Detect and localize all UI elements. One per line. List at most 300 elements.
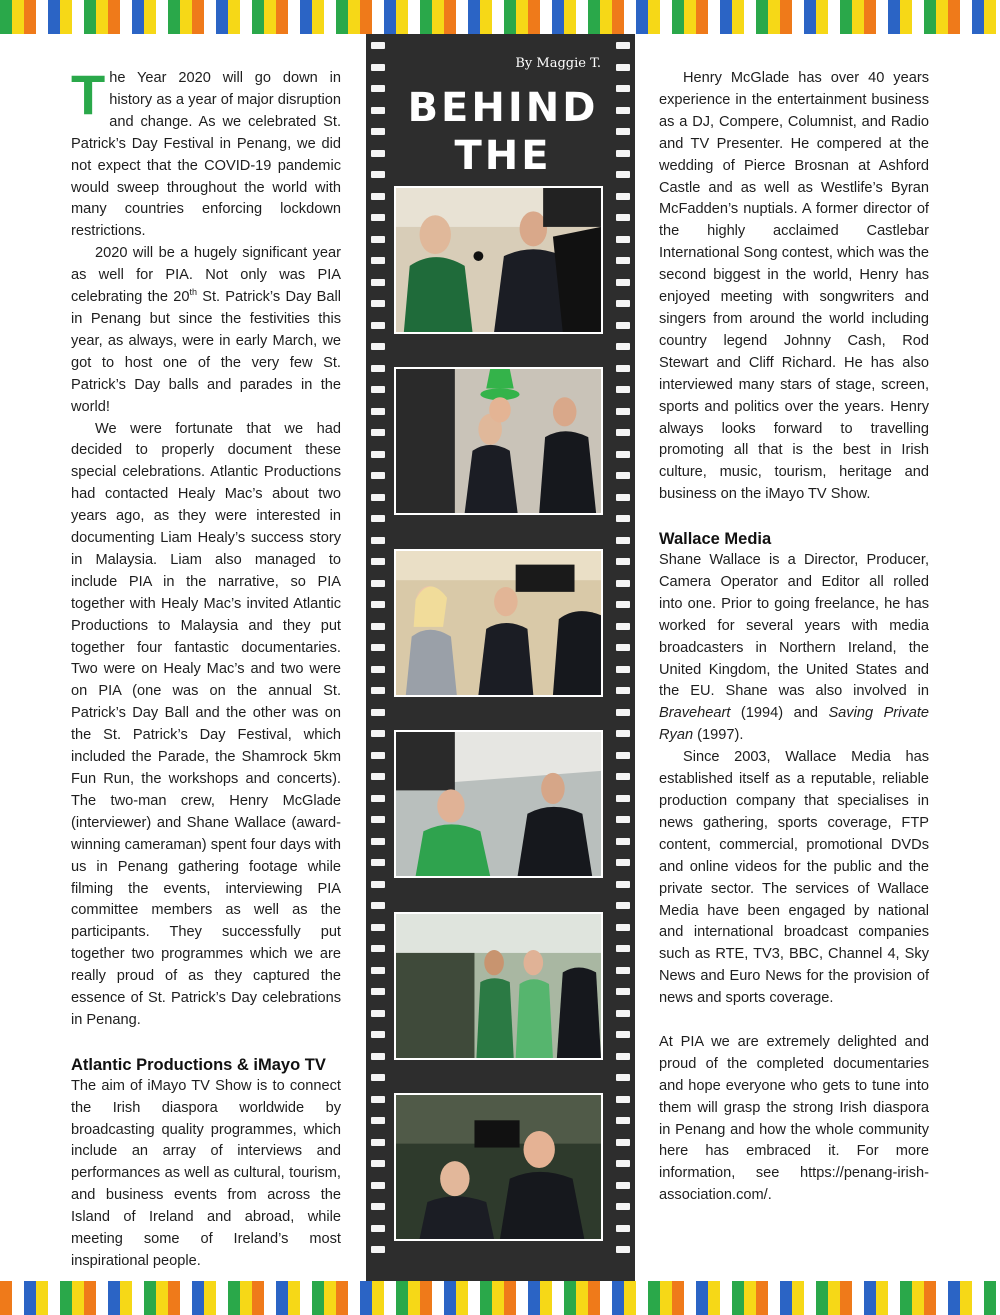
article-title: BEHIND THE (407, 85, 599, 179)
stripe-segment (300, 0, 312, 34)
sprocket-hole (616, 945, 630, 952)
stripe-segment (108, 1281, 120, 1315)
sprocket-hole (616, 128, 630, 135)
stripe-segment (720, 1281, 732, 1315)
heading-atlantic-productions: Atlantic Productions & iMayo TV (71, 1055, 326, 1074)
stripe-segment (948, 0, 960, 34)
stripe-segment (816, 1281, 828, 1315)
sprocket-hole (371, 1225, 385, 1232)
sprocket-hole (616, 1182, 630, 1189)
stripe-segment (792, 0, 804, 34)
stripe-segment (516, 1281, 528, 1315)
paragraph-pia-20th: 2020 will be a hugely significant year as well for PIA. Not only was PIA celebrating the 20th St. Patrick’s Day Ball in Penang but since the festivities this year, as always, were in early March, we got to host one of the very few St. Patrick’s Day balls and parades in the world! (71, 245, 341, 415)
stripe-segment (564, 0, 576, 34)
stripe-segment (504, 1281, 516, 1315)
stripe-segment (780, 1281, 792, 1315)
sprocket-hole (371, 494, 385, 501)
sprocket-hole (616, 773, 630, 780)
stripe-segment (156, 1281, 168, 1315)
stripe-segment (144, 1281, 156, 1315)
sprocket-hole (616, 623, 630, 630)
stripe-segment (564, 1281, 576, 1315)
film-sprocket-holes-left (371, 42, 385, 1268)
sprocket-hole (616, 666, 630, 673)
stripe-segment (24, 1281, 36, 1315)
sprocket-hole (371, 214, 385, 221)
stripe-segment (612, 1281, 624, 1315)
stripe-segment (192, 0, 204, 34)
sprocket-hole (616, 988, 630, 995)
stripe-segment (432, 0, 444, 34)
sprocket-hole (371, 967, 385, 974)
stripe-segment (408, 0, 420, 34)
stripe-segment (984, 1281, 996, 1315)
stripe-segment (0, 1281, 12, 1315)
sprocket-hole (371, 171, 385, 178)
sprocket-hole (616, 193, 630, 200)
stripe-segment (792, 1281, 804, 1315)
sprocket-hole (616, 924, 630, 931)
stripe-segment (768, 1281, 780, 1315)
sprocket-hole (616, 85, 630, 92)
stripe-segment (720, 0, 732, 34)
photo-festival-crowd (394, 912, 603, 1060)
film-strip (366, 34, 635, 1281)
stripe-segment (900, 1281, 912, 1315)
stripe-segment (696, 1281, 708, 1315)
sprocket-hole (616, 1074, 630, 1081)
stripe-segment (756, 0, 768, 34)
stripe-segment (312, 1281, 324, 1315)
stripe-segment (708, 0, 720, 34)
sprocket-hole (616, 322, 630, 329)
stripe-segment (576, 1281, 588, 1315)
stripe-segment (540, 1281, 552, 1315)
sprocket-hole (616, 1203, 630, 1210)
sprocket-hole (616, 64, 630, 71)
sprocket-hole (371, 644, 385, 651)
stripe-segment (888, 1281, 900, 1315)
left-article-column (71, 63, 341, 1273)
stripe-segment (396, 1281, 408, 1315)
sprocket-hole (371, 881, 385, 888)
sprocket-hole (371, 128, 385, 135)
stripe-segment (396, 0, 408, 34)
photo-henry-shane (394, 1093, 603, 1241)
stripe-segment (108, 0, 120, 34)
stripe-segment (132, 1281, 144, 1315)
sprocket-hole (371, 1117, 385, 1124)
stripe-segment (852, 0, 864, 34)
stripe-segment (660, 1281, 672, 1315)
stripe-segment (444, 1281, 456, 1315)
sprocket-hole (616, 752, 630, 759)
stripe-segment (660, 0, 672, 34)
sprocket-hole (371, 515, 385, 522)
sprocket-hole (616, 386, 630, 393)
stripe-segment (600, 0, 612, 34)
sprocket-hole (616, 429, 630, 436)
paragraph-documentaries: We were fortunate that we had decided to properly document these special celebrations. Atlantic Productions had contacted Healy Mac’s about two years ago, as they were interested in documenting Liam Healy’s success story in Malaysia. Liam also managed to include PIA in the narrative, so PIA together with Healy Mac’s invited Atlantic Productions to Malaysia and they put together four fantastic documentaries. Two were on Healy Mac’s and two were on PIA (one was on the annual St. Patrick’s Day Ball and the other was on the St. Patrick’s Day Festival, which included the Parade, the Shamrock 5km Fun Run, the workshops and concerts). The two-man crew, Henry McGlade (interviewer) and Shane Wallace (award-winning cameraman) spent four days with us in Penang gathering footage while filming the events, interviewing PIA committee members as well as the participants. They successfully put together two programmes which we are really proud of as they captured the essence of St. Patrick’s Day celebrations in Penang. (71, 420, 341, 1028)
stripe-segment (48, 1281, 60, 1315)
stripe-segment (288, 1281, 300, 1315)
stripe-segment (924, 1281, 936, 1315)
sprocket-hole (371, 472, 385, 479)
stripe-segment (180, 1281, 192, 1315)
stripe-segment (204, 0, 216, 34)
sprocket-hole (616, 644, 630, 651)
stripe-segment (36, 1281, 48, 1315)
photo-interview-2 (394, 367, 603, 515)
stripe-segment (312, 0, 324, 34)
stripe-segment (552, 1281, 564, 1315)
stripe-segment (12, 1281, 24, 1315)
sprocket-hole (371, 429, 385, 436)
stripe-segment (960, 1281, 972, 1315)
stripe-segment (48, 0, 60, 34)
sprocket-hole (371, 816, 385, 823)
stripe-segment (624, 0, 636, 34)
sprocket-hole (616, 365, 630, 372)
sprocket-hole (616, 515, 630, 522)
sprocket-hole (371, 107, 385, 114)
stripe-segment (264, 0, 276, 34)
stripe-segment (876, 1281, 888, 1315)
sprocket-hole (371, 730, 385, 737)
stripe-segment (384, 1281, 396, 1315)
sprocket-hole (616, 730, 630, 737)
sprocket-hole (371, 236, 385, 243)
stripe-segment (300, 1281, 312, 1315)
sprocket-hole (371, 451, 385, 458)
stripe-segment (120, 1281, 132, 1315)
sprocket-hole (616, 1053, 630, 1060)
stripe-segment (708, 1281, 720, 1315)
sprocket-hole (371, 924, 385, 931)
photo-interview-1 (394, 186, 603, 334)
sprocket-hole (371, 300, 385, 307)
sprocket-hole (616, 451, 630, 458)
stripe-segment (624, 1281, 636, 1315)
sprocket-hole (616, 1139, 630, 1146)
stripe-segment (480, 0, 492, 34)
stripe-segment (756, 1281, 768, 1315)
stripe-segment (60, 0, 72, 34)
stripe-segment (120, 0, 132, 34)
sprocket-hole (371, 1139, 385, 1146)
stripe-segment (60, 1281, 72, 1315)
stripe-segment (744, 0, 756, 34)
stripe-segment (804, 0, 816, 34)
stripe-segment (372, 0, 384, 34)
stripe-segment (972, 0, 984, 34)
sprocket-hole (371, 150, 385, 157)
sprocket-hole (371, 1031, 385, 1038)
stripe-segment (804, 1281, 816, 1315)
stripe-segment (936, 1281, 948, 1315)
stripe-segment (984, 0, 996, 34)
sprocket-hole (371, 85, 385, 92)
sprocket-hole (616, 537, 630, 544)
stripe-segment (384, 0, 396, 34)
stripe-segment (240, 1281, 252, 1315)
sprocket-hole (371, 1096, 385, 1103)
stripe-segment (672, 0, 684, 34)
sprocket-hole (371, 558, 385, 565)
sprocket-hole (371, 945, 385, 952)
sprocket-hole (371, 580, 385, 587)
stripe-segment (360, 1281, 372, 1315)
sprocket-hole (616, 472, 630, 479)
sprocket-hole (616, 42, 630, 49)
sprocket-hole (616, 1117, 630, 1124)
byline: By Maggie T. (515, 56, 601, 71)
top-color-stripe (0, 0, 1000, 34)
stripe-segment (288, 0, 300, 34)
sprocket-hole (371, 902, 385, 909)
sprocket-hole (371, 773, 385, 780)
sprocket-hole (371, 1246, 385, 1253)
stripe-segment (444, 0, 456, 34)
sprocket-hole (616, 1160, 630, 1167)
sprocket-hole (616, 902, 630, 909)
stripe-segment (528, 0, 540, 34)
stripe-segment (192, 1281, 204, 1315)
stripe-segment (600, 1281, 612, 1315)
stripe-segment (588, 0, 600, 34)
paragraph-wallace-services: Since 2003, Wallace Media has established itself as a reputable, reliable production company that specialises in news gathering, sports coverage, FTP content, commercial, promotional DVDs and online videos for the public and the private sector. The services of Wallace Media have been engaged by national and international broadcast companies such as RTE, TV3, BBC, Channel 4, Sky News and Euro News for the provision of news and sports coverage. (659, 749, 929, 1007)
stripe-segment (348, 0, 360, 34)
stripe-segment (972, 1281, 984, 1315)
sprocket-hole (371, 408, 385, 415)
film-sprocket-holes-right (616, 42, 630, 1268)
sprocket-hole (616, 1096, 630, 1103)
stripe-segment (96, 0, 108, 34)
sprocket-hole (371, 709, 385, 716)
stripe-segment (768, 0, 780, 34)
stripe-segment (132, 0, 144, 34)
sprocket-hole (371, 838, 385, 845)
stripe-segment (252, 1281, 264, 1315)
stripe-segment (168, 0, 180, 34)
stripe-segment (144, 0, 156, 34)
stripe-segment (72, 1281, 84, 1315)
photo-interview-4 (394, 730, 603, 878)
stripe-segment (84, 1281, 96, 1315)
sprocket-hole (371, 1203, 385, 1210)
stripe-segment (888, 0, 900, 34)
stripe-segment (936, 0, 948, 34)
sprocket-hole (371, 257, 385, 264)
stripe-segment (264, 1281, 276, 1315)
sprocket-hole (616, 881, 630, 888)
sprocket-hole (371, 1182, 385, 1189)
stripe-segment (228, 0, 240, 34)
stripe-segment (504, 0, 516, 34)
sprocket-hole (616, 343, 630, 350)
sprocket-hole (616, 171, 630, 178)
sprocket-hole (371, 322, 385, 329)
sprocket-hole (371, 988, 385, 995)
stripe-segment (324, 1281, 336, 1315)
sprocket-hole (371, 687, 385, 694)
right-article-column (659, 68, 929, 1207)
sprocket-hole (371, 343, 385, 350)
stripe-segment (636, 0, 648, 34)
sprocket-hole (616, 816, 630, 823)
stripe-segment (336, 1281, 348, 1315)
stripe-segment (240, 0, 252, 34)
stripe-segment (228, 1281, 240, 1315)
sprocket-hole (371, 1053, 385, 1060)
paragraph-closing: At PIA we are extremely delighted and proud of the completed documentaries and hope everyone who gets to tune into them will grasp the strong Irish diaspora in Penang and how the whole community here has embraced it. For more information, see https://penang-irish-association.com/. (659, 1033, 929, 1204)
sprocket-hole (371, 365, 385, 372)
paragraph-imayo: The aim of iMayo TV Show is to connect the Irish diaspora worldwide by broadcasting quality programmes, which include an array of interviews and performances as well as cultural, tourism, and business events from across the Island of Ireland and abroad, while meeting some of Ireland’s most inspirational people. (71, 1077, 341, 1270)
stripe-segment (732, 0, 744, 34)
stripe-segment (864, 1281, 876, 1315)
stripe-segment (276, 0, 288, 34)
sprocket-hole (371, 279, 385, 286)
stripe-segment (72, 0, 84, 34)
stripe-segment (492, 0, 504, 34)
sprocket-hole (371, 537, 385, 544)
stripe-segment (36, 0, 48, 34)
stripe-segment (216, 1281, 228, 1315)
stripe-segment (900, 0, 912, 34)
sprocket-hole (616, 408, 630, 415)
intro-paragraph: The Year 2020 will go down in history as a year of major disruption and change. As we celebrated St. Patrick’s Day Festival in Penang, we did not expect that the COVID-19 pandemic would sweep throughout the world with many countries enforcing lockdown restrictions. (71, 63, 341, 240)
sprocket-hole (616, 1010, 630, 1017)
sprocket-hole (371, 1160, 385, 1167)
bottom-color-stripe (0, 1281, 1000, 1315)
stripe-segment (540, 0, 552, 34)
sprocket-hole (616, 214, 630, 221)
stripe-segment (732, 1281, 744, 1315)
stripe-segment (372, 1281, 384, 1315)
stripe-segment (528, 1281, 540, 1315)
stripe-segment (828, 1281, 840, 1315)
sprocket-hole (616, 1246, 630, 1253)
sprocket-hole (616, 279, 630, 286)
sprocket-hole (371, 795, 385, 802)
stripe-segment (336, 0, 348, 34)
stripe-segment (456, 0, 468, 34)
stripe-segment (468, 0, 480, 34)
sprocket-hole (371, 386, 385, 393)
stripe-segment (828, 0, 840, 34)
stripe-segment (216, 0, 228, 34)
stripe-segment (588, 1281, 600, 1315)
sprocket-hole (616, 859, 630, 866)
sprocket-hole (616, 687, 630, 694)
stripe-segment (348, 1281, 360, 1315)
stripe-segment (684, 0, 696, 34)
sprocket-hole (616, 838, 630, 845)
sprocket-hole (616, 494, 630, 501)
stripe-segment (360, 0, 372, 34)
stripe-segment (180, 0, 192, 34)
stripe-segment (948, 1281, 960, 1315)
stripe-segment (636, 1281, 648, 1315)
sprocket-hole (616, 150, 630, 157)
stripe-segment (492, 1281, 504, 1315)
stripe-segment (960, 0, 972, 34)
paragraph-shane-wallace: Shane Wallace is a Director, Producer, Camera Operator and Editor all rolled into one. Prior to going freelance, he has worked for several years with media broadcasters in Northern Ireland, the United Kingdom, the United States and the EU. Shane was also involved in Braveheart (1994) and Saving Private Ryan (1997). (659, 552, 929, 744)
stripe-segment (324, 0, 336, 34)
stripe-segment (612, 0, 624, 34)
sprocket-hole (616, 107, 630, 114)
stripe-segment (576, 0, 588, 34)
sprocket-hole (616, 1031, 630, 1038)
stripe-segment (204, 1281, 216, 1315)
stripe-segment (156, 0, 168, 34)
stripe-segment (456, 1281, 468, 1315)
sprocket-hole (371, 1010, 385, 1017)
stripe-segment (0, 0, 12, 34)
stripe-segment (84, 0, 96, 34)
sprocket-hole (371, 666, 385, 673)
sprocket-hole (371, 601, 385, 608)
sprocket-hole (371, 623, 385, 630)
paragraph-henry-mcglade: Henry McGlade has over 40 years experience in the entertainment business as a DJ, Compere, Columnist, and Radio and TV Presenter. He compered at the wedding of Pierce Brosnan at Ashford Castle and as well as Westlife’s Byran McFadden’s nuptials. A former director of the highly acclaimed Castlebar International Song contest, which was the second biggest in the world, Henry has enjoyed meeting with songwriters and singers from around the world including country legend Johnny Cash, Rod Stewart and Cliff Richard. He has also interviewed many stars of stage, screen, sports and politics over the years. Henry always looks forward to travelling promoting all that is the best in Irish culture, music, tourism, heritage and business on the iMayo TV Show. (659, 70, 929, 503)
stripe-segment (744, 1281, 756, 1315)
stripe-segment (276, 1281, 288, 1315)
stripe-segment (864, 0, 876, 34)
stripe-segment (912, 0, 924, 34)
stripe-segment (516, 0, 528, 34)
stripe-segment (684, 1281, 696, 1315)
stripe-segment (420, 1281, 432, 1315)
sprocket-hole (371, 859, 385, 866)
stripe-segment (912, 1281, 924, 1315)
sprocket-hole (616, 558, 630, 565)
stripe-segment (816, 0, 828, 34)
stripe-segment (252, 0, 264, 34)
stripe-segment (24, 0, 36, 34)
stripe-segment (480, 1281, 492, 1315)
stripe-segment (552, 0, 564, 34)
stripe-segment (780, 0, 792, 34)
stripe-segment (852, 1281, 864, 1315)
drop-cap: T (71, 63, 106, 126)
stripe-segment (420, 0, 432, 34)
sprocket-hole (616, 601, 630, 608)
photo-interview-3 (394, 549, 603, 697)
sprocket-hole (616, 580, 630, 587)
stripe-segment (432, 1281, 444, 1315)
sprocket-hole (371, 1074, 385, 1081)
sprocket-hole (371, 752, 385, 759)
sprocket-hole (371, 193, 385, 200)
sprocket-hole (616, 300, 630, 307)
sprocket-hole (371, 42, 385, 49)
sprocket-hole (616, 709, 630, 716)
sprocket-hole (616, 1225, 630, 1232)
stripe-segment (168, 1281, 180, 1315)
sprocket-hole (616, 236, 630, 243)
stripe-segment (648, 0, 660, 34)
stripe-segment (408, 1281, 420, 1315)
heading-wallace-media: Wallace Media (659, 530, 772, 549)
stripe-segment (840, 1281, 852, 1315)
sprocket-hole (616, 967, 630, 974)
sprocket-hole (616, 795, 630, 802)
stripe-segment (672, 1281, 684, 1315)
stripe-segment (696, 0, 708, 34)
sprocket-hole (616, 257, 630, 264)
stripe-segment (924, 0, 936, 34)
stripe-segment (12, 0, 24, 34)
